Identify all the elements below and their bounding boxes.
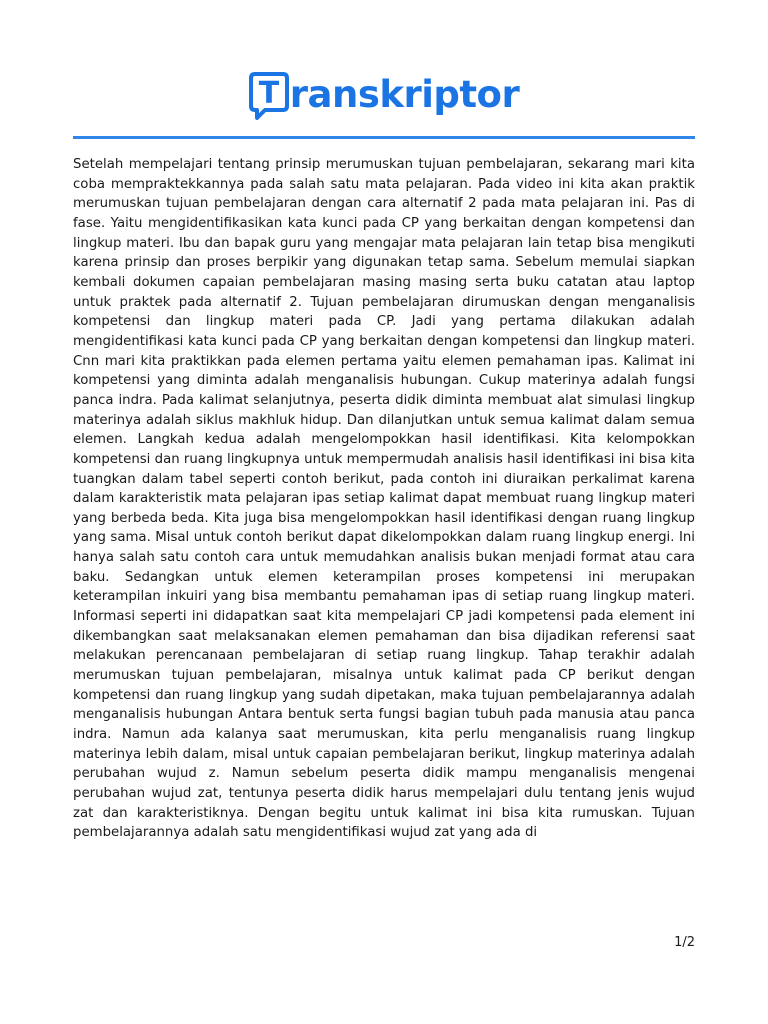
header-divider: [73, 136, 695, 139]
header: [0, 68, 768, 126]
transkriptor-logo: [249, 70, 519, 124]
transkriptor-logo-icon: [249, 70, 289, 124]
logo-wordmark: ranskriptor: [289, 72, 520, 116]
page-number: 1/2: [674, 935, 695, 950]
transcript-body: Setelah mempelajari tentang prinsip merumuskan tujuan pembelajaran, sekarang mari kita coba mempraktekkannya pada salah satu mata pelajaran. Pada video ini kita akan praktik merumuskan tujuan pembelajaran dengan cara alternatif 2 pada mata pelajaran ini. Pas di fase. Yaitu mengidentifikasikan kata kunci pada CP yang berkaitan dengan kompetensi dan lingkup materi. Ibu dan bapak guru yang mengajar mata pelajaran lain tetap bisa mengikuti karena prinsip dan proses berpikir yang digunakan tetap sama. Sebelum memulai siapkan kembali dokumen capaian pembelajaran masing masing serta buku catatan atau laptop untuk praktek pada alternatif 2. Tujuan pembelajaran dirumuskan dengan menganalisis kompetensi dan lingkup materi pada CP. Jadi yang pertama dilakukan adalah mengidentifikasi kata kunci pada CP yang berkaitan dengan kompetensi dan lingkup materi. Cnn mari kita praktikkan pada elemen pertama yaitu elemen pemahaman ipas. Kalimat ini kompetensi yang diminta adalah menganalisis hubungan. Cukup materinya adalah fungsi panca indra. Pada kalimat selanjutnya, peserta didik diminta membuat alat simulasi lingkup materinya adalah siklus makhluk hidup. Dan dilanjutkan untuk semua kalimat dalam semua elemen. Langkah kedua adalah mengelompokkan hasil identifikasi. Kita kelompokkan kompetensi dan ruang lingkupnya untuk mempermudah analisis hasil identifikasi ini bisa kita tuangkan dalam tabel seperti contoh berikut, pada contoh ini diuraikan perkalimat karena dalam karakteristik mata pelajaran ipas setiap kalimat dapat membuat ruang lingkup materi yang berbeda beda. Kita juga bisa mengelompokkan hasil identifikasi dengan ruang lingkup yang sama. Misal untuk contoh berikut dapat dikelompokkan dalam ruang lingkup energi. Ini hanya salah satu contoh cara untuk memudahkan analisis bukan menjadi format atau cara baku. Sedangkan untuk elemen keterampilan proses kompetensi ini merupakan keterampilan inkuiri yang bisa membantu pemahaman ipas di setiap ruang lingkup materi. Informasi seperti ini didapatkan saat kita mempelajari CP jadi kompetensi pada element ini dikembangkan saat melaksanakan elemen pemahaman dan bisa dijadikan referensi saat melakukan perencanaan pembelajaran di setiap ruang lingkup. Tahap terakhir adalah merumuskan tujuan pembelajaran, misalnya untuk kalimat pada CP berikut dengan kompetensi dan ruang lingkup yang sudah dipetakan, maka tujuan pembelajarannya adalah menganalisis hubungan Antara bentuk serta fungsi bagian tubuh pada manusia atau panca indra. Namun ada kalanya saat merumuskan, kita perlu menganalisis ruang lingkup materinya lebih dalam, misal untuk capaian pembelajaran berikut, lingkup materinya adalah perubahan wujud z. Namun sebelum peserta didik mampu menganalisis mengenai perubahan wujud zat, tentunya peserta didik harus mempelajari dulu tentang jenis wujud zat dan karakteristiknya. Dengan begitu untuk kalimat ini bisa kita rumuskan. Tujuan pembelajarannya adalah satu mengidentifikasi wujud zat yang ada di: [73, 157, 695, 841]
logo-letter-t: T: [258, 76, 279, 111]
